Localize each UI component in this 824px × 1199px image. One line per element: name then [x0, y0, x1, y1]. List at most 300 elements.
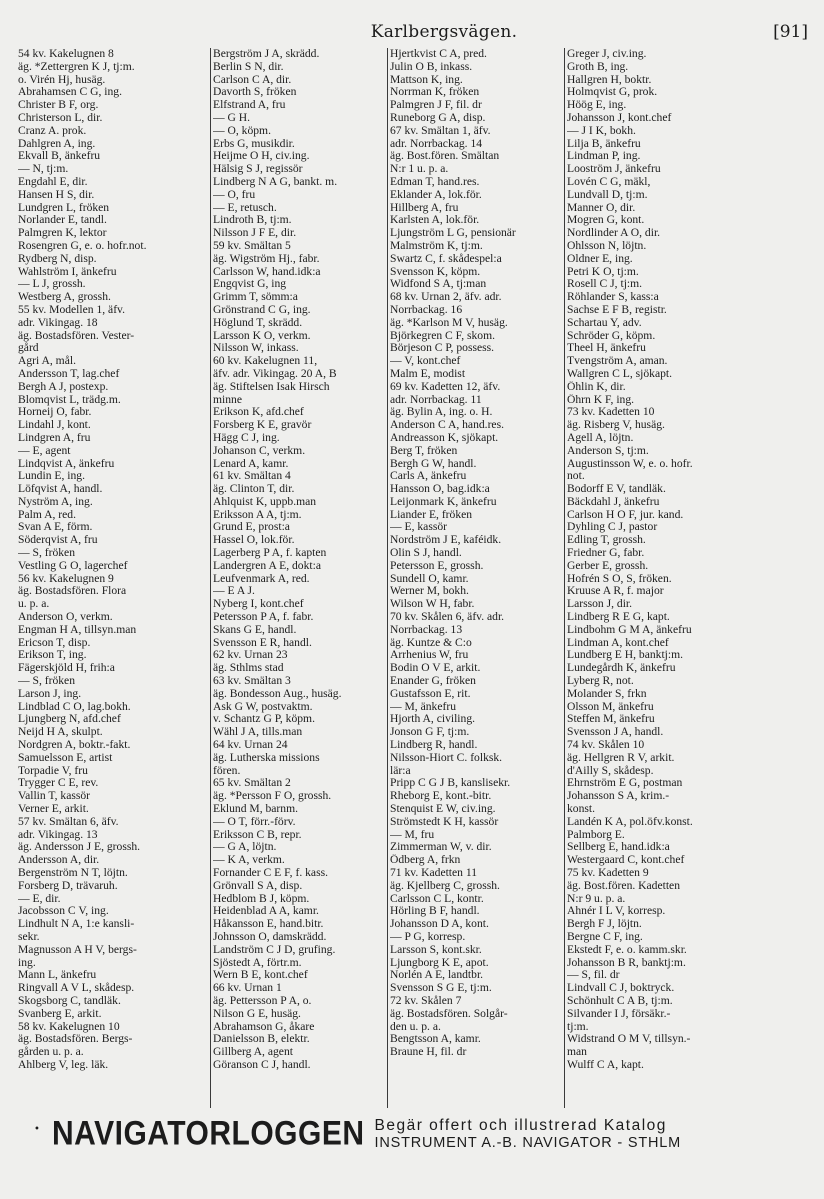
directory-entry: Berg T, fröken — [390, 444, 458, 457]
directory-entry: Agell A, löjtn. — [567, 431, 634, 444]
directory-entry: Runeborg G A, disp. — [390, 111, 486, 124]
directory-entry: Pripp C G J B, kanslisekr. — [390, 777, 511, 790]
directory-entry: — E, agent — [18, 444, 71, 457]
directory-entry: Engdahl E, dir. — [18, 175, 88, 188]
directory-entry: Lindberg R E G, kapt. — [567, 611, 670, 624]
directory-entry: Grimm T, sömm:a — [213, 291, 298, 304]
directory-entry: Andersson A, dir. — [18, 854, 100, 867]
directory-entry: u. p. a. — [18, 598, 50, 611]
directory-entry: Hjertkvist C A, pred. — [390, 48, 487, 60]
directory-entry: Forsberg D, trävaruh. — [18, 879, 118, 892]
directory-entry: Skans G E, handl. — [213, 623, 297, 636]
directory-entry: Dyhling C J, pastor — [567, 521, 658, 534]
directory-entry: Karlsten A, lok.för. — [390, 214, 480, 227]
directory-entry: Mattson K, ing. — [390, 73, 463, 86]
directory-entry: Andersson T, lag.chef — [18, 367, 120, 380]
directory-entry: Lagerberg P A, f. kapten — [213, 547, 327, 560]
directory-entry: Verner E, arkit. — [18, 803, 89, 816]
directory-entry: Göranson C J, handl. — [213, 1058, 311, 1071]
directory-entry: — K A, verkm. — [213, 854, 285, 867]
directory-entry: Bengtsson A, kamr. — [390, 1033, 481, 1046]
directory-entry: Wahlström I, änkefru — [18, 265, 117, 278]
directory-entry: 56 kv. Kakelugnen 9 — [18, 572, 114, 585]
directory-entry: — L J, grossh. — [18, 278, 86, 291]
directory-entry: Wähl J A, tills.man — [213, 726, 303, 739]
directory-entry: Wern B E, kont.chef — [213, 969, 308, 982]
directory-entry: Leijonmark K, änkefru — [390, 495, 497, 508]
directory-entry: Ödberg A, frkn — [390, 854, 461, 867]
directory-entry: Höglund T, skrädd. — [213, 316, 303, 329]
directory-entry: Ask G W, postvaktm. — [213, 700, 313, 713]
directory-entry: Ljungberg N, afd.chef — [18, 713, 121, 726]
directory-entry: Lenard A, kamr. — [213, 457, 289, 470]
directory-entry: Ohlsson N, löjtn. — [567, 239, 647, 252]
directory-entry: 72 kv. Skålen 7 — [390, 994, 462, 1007]
directory-entry: Eklund M, barnm. — [213, 803, 299, 816]
directory-entry: äg. Bostadsfören. Bergs- — [18, 1033, 133, 1046]
directory-entry: Svanberg E, arkit. — [18, 1007, 102, 1020]
directory-entry: — E, retusch. — [213, 201, 277, 214]
directory-entry: Malmström K, tj:m. — [390, 239, 483, 252]
directory-entry: Lindblad C O, lag.bokh. — [18, 700, 131, 713]
directory-entry: äg. *Zettergren K J, tj:m. — [18, 60, 135, 73]
directory-entry: 54 kv. Kakelugnen 8 — [18, 48, 114, 60]
directory-entry: Schartau Y, adv. — [567, 316, 642, 329]
directory-entry: 63 kv. Smältan 3 — [213, 675, 291, 688]
directory-entry: Westergaard C, kont.chef — [567, 854, 685, 867]
directory-entry: Landén K A, pol.öfv.konst. — [567, 815, 693, 828]
directory-entry: N:r 9 u. p. a. — [567, 892, 626, 905]
directory-entry: Carlson H O F, jur. kand. — [567, 508, 684, 521]
directory-column-1 — [16, 48, 210, 1108]
directory-entry: Nyberg I, kont.chef — [213, 598, 304, 611]
directory-entry: Johansson S A, krim.- — [567, 790, 670, 803]
directory-entry: 57 kv. Smältan 6, äfv. — [18, 815, 119, 828]
directory-entry: Lindhult N A, 1:e kansli- — [18, 918, 135, 931]
directory-entry: Stenquist E W, civ.ing. — [390, 803, 496, 816]
directory-entry: Molander S, frkn — [567, 687, 647, 700]
directory-entry: Hälsig S J, regissör — [213, 163, 303, 176]
directory-entry: Ljungström L G, pensionär — [390, 227, 516, 240]
directory-entry: Löfqvist A, handl. — [18, 483, 103, 496]
directory-entry: Gillberg A, agent — [213, 1046, 293, 1059]
directory-entry: Agri A, mål. — [18, 355, 76, 368]
directory-entry: Palmgren K, lektor — [18, 227, 107, 240]
directory-entry: Larsson K O, verkm. — [213, 329, 311, 342]
directory-entry: 60 kv. Kakelugnen 11, — [213, 355, 318, 368]
ad-company-line: INSTRUMENT A.-B. NAVIGATOR - STHLM — [374, 1135, 682, 1151]
directory-entry: äg. Risberg V, husäg. — [567, 419, 665, 432]
directory-entry: sekr. — [18, 930, 40, 943]
directory-entry: Svensson S G E, tj:m. — [390, 982, 492, 995]
directory-entry: Anderson O, verkm. — [18, 611, 113, 624]
directory-entry: Gustafsson E, rit. — [390, 687, 471, 700]
directory-entry: Holmqvist G, prok. — [567, 86, 658, 99]
directory-entry: Bodin O V E, arkit. — [390, 662, 481, 675]
directory-entry: 71 kv. Kadetten 11 — [390, 867, 478, 879]
directory-entry: Norrman K, fröken — [390, 86, 480, 99]
directory-column-2 — [210, 48, 387, 1108]
directory-entry: Larson J, ing. — [18, 687, 82, 700]
directory-entry: äfv. adr. Vikingag. 20 A, B — [213, 367, 337, 380]
directory-entry: Olin S J, handl. — [390, 547, 462, 560]
directory-entry: Mogren G, kont. — [567, 214, 645, 227]
directory-column-4 — [564, 48, 812, 1108]
directory-entry: Johansson J, kont.chef — [567, 111, 672, 124]
directory-entry: Lindqvist A, änkefru — [18, 457, 115, 470]
directory-entry: Johansson D A, kont. — [390, 918, 489, 931]
directory-entry: Öhlin K, dir. — [567, 380, 626, 393]
directory-entry: Malm E, modist — [390, 367, 466, 380]
directory-entry: Leufvenmark A, red. — [213, 572, 310, 585]
directory-entry: Nyström A, ing. — [18, 495, 93, 508]
directory-entry: Bodorff E V, tandläk. — [567, 483, 666, 496]
directory-entry: Carls A, änkefru — [390, 470, 467, 483]
directory-columns — [16, 48, 812, 1108]
directory-entry: — G H. — [213, 111, 251, 124]
directory-entry: Elfstrand A, fru — [213, 99, 286, 112]
directory-entry: Larsson S, kont.skr. — [390, 943, 482, 956]
directory-entry: Eklander A, lok.för. — [390, 188, 482, 201]
directory-entry: Anderson C A, hand.res. — [390, 419, 504, 432]
directory-entry: Svensson J A, handl. — [567, 726, 664, 739]
directory-entry: not. — [567, 470, 585, 483]
directory-entry: Eriksson A A, tj:m. — [213, 508, 302, 521]
directory-entry: Arrhenius W, fru — [390, 649, 469, 662]
directory-entry: Andreasson K, sjökapt. — [390, 431, 499, 444]
directory-entry: Jacobsson C V, ing. — [18, 905, 109, 918]
directory-entry: Bergenström N T, löjtn. — [18, 867, 128, 879]
directory-entry: — E, kassör — [390, 521, 447, 534]
directory-entry: Ljungborg K E, apot. — [390, 956, 489, 969]
directory-entry: 55 kv. Modellen 1, äfv. — [18, 303, 126, 316]
directory-entry: äg. Sthlms stad — [213, 662, 284, 675]
directory-entry: Zimmerman W, v. dir. — [390, 841, 492, 854]
directory-entry: Cranz A. prok. — [18, 124, 87, 137]
directory-entry: Grund E, prost:a — [213, 521, 290, 534]
directory-entry: Erikson K, afd.chef — [213, 406, 304, 419]
directory-entry: Augustinsson W, e. o. hofr. — [567, 457, 693, 470]
directory-entry: äg. Pettersson P A, o. — [213, 994, 312, 1007]
directory-entry: Anderson S, tj:m. — [567, 444, 649, 457]
directory-entry: Heijme O H, civ.ing. — [213, 150, 310, 163]
directory-entry: adr. Vikingag. 13 — [18, 828, 98, 841]
directory-entry: Silvander I J, försäkr.- — [567, 1007, 671, 1020]
directory-entry: — S, fil. dr — [567, 969, 620, 982]
directory-entry: Lindman P, ing. — [567, 150, 641, 163]
directory-entry: Lundin E, ing. — [18, 470, 85, 483]
directory-entry: Eriksson C B, repr. — [213, 828, 302, 841]
directory-entry: Abrahamson G, åkare — [213, 1020, 315, 1033]
page-title: Karlbergsvägen. — [370, 22, 518, 42]
directory-entry: äg. *Persson F O, grossh. — [213, 790, 332, 803]
directory-entry: Engman H A, tillsyn.man — [18, 623, 137, 636]
directory-entry: Manner O, dir. — [567, 201, 636, 214]
directory-entry: Oldner E, ing. — [567, 252, 633, 265]
directory-entry: Vestling G O, lagerchef — [18, 559, 128, 572]
directory-entry: Lindvall C J, boktryck. — [567, 982, 675, 995]
directory-entry: Sachse E F B, registr. — [567, 303, 667, 316]
directory-entry: Kruuse A R, f. major — [567, 585, 664, 598]
directory-entry: — J I K, bokh. — [567, 124, 636, 137]
directory-entry: Erbs G, musikdir. — [213, 137, 295, 150]
directory-entry: Engqvist G, ing — [213, 278, 287, 291]
directory-entry: Fornander C E F, f. kass. — [213, 867, 328, 879]
directory-entry: Bergh F J, löjtn. — [567, 918, 642, 931]
directory-entry: adr. Norrbackag. 14 — [390, 137, 483, 150]
directory-entry: äg. Bostadsfören. Vester- — [18, 329, 135, 342]
directory-entry: Blomqvist L, trädg.m. — [18, 393, 121, 406]
directory-entry: Nilson G E, husäg. — [213, 1007, 301, 1020]
ad-text — [375, 1117, 682, 1151]
directory-entry: Magnusson A H V, bergs- — [18, 943, 137, 956]
directory-entry: Horneij O, fabr. — [18, 406, 92, 419]
directory-entry: äg. Lutherska missions — [213, 751, 320, 764]
directory-entry: äg. Kjellberg C, grossh. — [390, 879, 500, 892]
directory-entry: Forsberg K E, gravör — [213, 419, 312, 432]
directory-entry: Davorth S, fröken — [213, 86, 297, 99]
directory-entry: — O, köpm. — [213, 124, 271, 137]
directory-entry: 59 kv. Smältan 5 — [213, 239, 291, 252]
directory-entry: Hansen H S, dir. — [18, 188, 95, 201]
directory-entry: Carlsson C L, kontr. — [390, 892, 484, 905]
directory-entry: Larsson J, dir. — [567, 598, 633, 611]
directory-entry: Hörling B F, handl. — [390, 905, 480, 918]
directory-entry: den u. p. a. — [390, 1020, 441, 1033]
directory-entry: minne — [213, 393, 242, 406]
ad-offer-line: Begär offert och illustrerad Katalog — [374, 1117, 667, 1134]
directory-entry: Greger J, civ.ing. — [567, 48, 647, 60]
directory-entry: 74 kv. Skålen 10 — [567, 739, 645, 752]
directory-entry: Wulff C A, kapt. — [567, 1058, 644, 1071]
directory-entry: äg. Bondesson Aug., husäg. — [213, 687, 342, 700]
directory-entry: v. Schantz G P, köpm. — [213, 713, 315, 726]
directory-entry: Schröder G, köpm. — [567, 329, 656, 342]
directory-entry: Gerber E, grossh. — [567, 559, 649, 572]
directory-entry: Friedner G, fabr. — [567, 547, 645, 560]
directory-entry: Höög E, ing. — [567, 99, 627, 112]
directory-entry: Edman T, hand.res. — [390, 175, 480, 188]
advertisement-banner — [52, 1112, 792, 1156]
directory-entry: Lundberg E H, banktj:m. — [567, 649, 684, 662]
directory-entry: ing. — [18, 956, 36, 969]
directory-entry: Ringvall A V L, skådesp. — [18, 982, 135, 995]
directory-entry: Lundvall D, tj:m. — [567, 188, 648, 201]
directory-entry: Looström J, änkefru — [567, 163, 661, 176]
directory-entry: äg. *Karlson M V, husäg. — [390, 316, 508, 329]
directory-entry: Ahlberg V, leg. läk. — [18, 1058, 109, 1071]
directory-entry: Rydberg N, disp. — [18, 252, 97, 265]
directory-entry: Hillberg A, fru — [390, 201, 459, 214]
directory-entry: — O T, förr.-förv. — [213, 815, 296, 828]
directory-entry: äg. Clinton T, dir. — [213, 483, 295, 496]
directory-entry: Julin O B, inkass. — [390, 60, 473, 73]
directory-entry: Hassel O, lok.för. — [213, 534, 295, 547]
directory-entry: adr. Vikingag. 18 — [18, 316, 98, 329]
directory-entry: — S, fröken — [18, 547, 75, 560]
page-header — [50, 22, 808, 46]
directory-entry: 62 kv. Urnan 23 — [213, 649, 288, 662]
directory-entry: äg. Stiftelsen Isak Hirsch — [213, 380, 330, 393]
directory-entry: Wallgren C L, sjökapt. — [567, 367, 672, 380]
directory-entry: äg. Wigström Hj., fabr. — [213, 252, 320, 265]
directory-entry: 67 kv. Smältan 1, äfv. — [390, 124, 491, 137]
directory-entry: Liander E, fröken — [390, 508, 473, 521]
directory-entry: — M, fru — [390, 828, 435, 841]
directory-entry: äg. Bost.fören. Smältan — [390, 150, 500, 163]
directory-entry: Lindberg R, handl. — [390, 739, 478, 752]
directory-entry: gård — [18, 342, 39, 355]
directory-column-3 — [387, 48, 564, 1108]
directory-entry: Hallgren H, boktr. — [567, 73, 652, 86]
directory-entry: — S, fröken — [18, 675, 75, 688]
directory-entry: o. Virén Hj, husäg. — [18, 73, 106, 86]
directory-entry: Lindahl J, kont. — [18, 419, 91, 432]
directory-entry: Erikson T, ing. — [18, 649, 87, 662]
directory-entry: — E A J. — [213, 585, 255, 598]
directory-entry: Groth B, ing. — [567, 60, 629, 73]
directory-entry: gården u. p. a. — [18, 1046, 84, 1059]
directory-entry: Vallin T, kassör — [18, 790, 91, 803]
directory-entry: Werner M, bokh. — [390, 585, 469, 598]
directory-entry: Grönvall S A, disp. — [213, 879, 303, 892]
directory-entry: äg. Hellgren R V, arkit. — [567, 751, 675, 764]
directory-entry: Sundell O, kamr. — [390, 572, 469, 585]
directory-entry: 61 kv. Smältan 4 — [213, 470, 291, 483]
directory-entry: — N, tj:m. — [18, 163, 69, 176]
directory-entry: Berlin S N, dir. — [213, 60, 284, 73]
directory-entry: tj:m. — [567, 1020, 589, 1033]
directory-entry: Johansson B R, banktj:m. — [567, 956, 686, 969]
directory-entry: Hofrén S O, S, fröken. — [567, 572, 672, 585]
directory-entry: Abrahamsen C G, ing. — [18, 86, 123, 99]
directory-entry: — O, fru — [213, 188, 256, 201]
directory-entry: Lyberg R, not. — [567, 675, 634, 688]
directory-entry: Trygger C E, rev. — [18, 777, 99, 790]
directory-entry: Ahnér I L V, korresp. — [567, 905, 666, 918]
ad-brand-name: NAVIGATORLOGGEN — [52, 1114, 365, 1153]
directory-entry: Palmborg E. — [567, 828, 625, 841]
directory-entry: äg. Bostadsfören. Solgår- — [390, 1007, 508, 1020]
directory-entry: Björkegren C F, skom. — [390, 329, 496, 342]
directory-entry: Lindberg N A G, bankt. m. — [213, 175, 338, 188]
directory-entry: d'Ailly S, skådesp. — [567, 764, 654, 777]
directory-entry: Swartz C, f. skådespel:a — [390, 252, 502, 265]
directory-entry: Norrbackag. 16 — [390, 303, 463, 316]
directory-entry: 69 kv. Kadetten 12, äfv. — [390, 380, 501, 393]
directory-entry: Schönhult C A B, tj:m. — [567, 994, 673, 1007]
directory-entry: Lindroth B, tj:m. — [213, 214, 292, 227]
directory-entry: Nordgren A, boktr.-fakt. — [18, 739, 131, 752]
directory-entry: Nilsson J F E, dir. — [213, 227, 297, 240]
directory-entry: adr. Norrbackag. 11 — [390, 393, 482, 406]
directory-entry: Edling T, grossh. — [567, 534, 646, 547]
directory-entry: Ekvall B, änkefru — [18, 150, 101, 163]
directory-entry: Rheborg E, kont.-bitr. — [390, 790, 492, 803]
directory-entry: äg. Bostadsfören. Flora — [18, 585, 127, 598]
directory-entry: Hägg C J, ing. — [213, 431, 280, 444]
directory-entry: Danielsson B, elektr. — [213, 1033, 310, 1046]
directory-entry: Johnsson O, damskrädd. — [213, 930, 327, 943]
directory-entry: Nilsson W, inkass. — [213, 342, 299, 355]
directory-entry: Hedblom B J, köpm. — [213, 892, 310, 905]
directory-entry: Ehrnström E G, postman — [567, 777, 683, 790]
directory-entry: Skogsborg C, tandläk. — [18, 994, 121, 1007]
directory-entry: Börjeson C P, possess. — [390, 342, 495, 355]
directory-entry: Widstrand O M V, tillsyn.- — [567, 1033, 691, 1046]
directory-entry: Bergne C F, ing. — [567, 930, 643, 943]
directory-entry: Söderqvist A, fru — [18, 534, 98, 547]
directory-entry: Sjöstedt A, förtr.m. — [213, 956, 302, 969]
directory-entry: Sellberg E, hand.idk:a — [567, 841, 670, 854]
directory-entry: Öhrn K F, ing. — [567, 393, 635, 406]
directory-entry: Carlson C A, dir. — [213, 73, 292, 86]
directory-entry: N:r 1 u. p. a. — [390, 163, 449, 176]
directory-entry: Ericson T, disp. — [18, 636, 91, 649]
directory-entry: Hansson O, bag.idk:a — [390, 483, 490, 496]
directory-entry: Norlander E, tandl. — [18, 214, 107, 227]
directory-entry: Nordlinder A O, dir. — [567, 227, 661, 240]
page-number: [91] — [773, 22, 808, 42]
directory-entry: äg. Bost.fören. Kadetten — [567, 879, 681, 892]
directory-entry: Lundegårdh K, änkefru — [567, 662, 676, 675]
directory-entry: Röhlander S, kass:a — [567, 291, 659, 304]
directory-entry: Steffen M, änkefru — [567, 713, 655, 726]
directory-entry: Lindman A, kont.chef — [567, 636, 669, 649]
directory-entry: Bäckdahl J, änkefru — [567, 495, 660, 508]
directory-entry: Petri K O, tj:m. — [567, 265, 639, 278]
directory-entry: Bergström J A, skrädd. — [213, 48, 320, 60]
directory-entry: 66 kv. Urnan 1 — [213, 982, 282, 995]
directory-entry: Braune H, fil. dr — [390, 1046, 467, 1059]
directory-entry: — M, änkefru — [390, 700, 457, 713]
directory-entry: Jonson G F, tj:m. — [390, 726, 470, 739]
directory-entry: äg. Kuntze & C:o — [390, 636, 472, 649]
directory-entry: man — [567, 1046, 587, 1059]
directory-entry: Johanson C, verkm. — [213, 444, 306, 457]
directory-entry: Samuelsson E, artist — [18, 751, 113, 764]
directory-entry: Lundgren L, fröken — [18, 201, 110, 214]
directory-entry: äg. Bylin A, ing. o. H. — [390, 406, 493, 419]
directory-entry: Lindbohm G M A, änkefru — [567, 623, 692, 636]
directory-entry: Svan A E, förm. — [18, 521, 93, 534]
directory-entry: 68 kv. Urnan 2, äfv. adr. — [390, 291, 502, 304]
directory-entry: äg. Andersson J E, grossh. — [18, 841, 141, 854]
directory-entry: Norlén A E, landtbr. — [390, 969, 484, 982]
directory-entry: Nilsson-Hiort C. folksk. — [390, 751, 503, 764]
directory-entry: Landström C J D, grufing. — [213, 943, 336, 956]
directory-entry: 65 kv. Smältan 2 — [213, 777, 291, 790]
directory-entry: 58 kv. Kakelugnen 10 — [18, 1020, 120, 1033]
directory-entry: Lilja B, änkefru — [567, 137, 641, 150]
directory-entry: 73 kv. Kadetten 10 — [567, 406, 655, 419]
directory-entry: Carlsson W, hand.idk:a — [213, 265, 321, 278]
directory-entry: Nordström J E, kaféidk. — [390, 534, 502, 547]
directory-entry: Mann L, änkefru — [18, 969, 97, 982]
directory-entry: Lovén C G, mäkl, — [567, 175, 651, 188]
directory-entry: — G A, löjtn. — [213, 841, 277, 854]
directory-entry: Svensson K, köpm. — [390, 265, 481, 278]
directory-entry: Torpadie V, fru — [18, 764, 88, 777]
directory-entry: 64 kv. Urnan 24 — [213, 739, 288, 752]
directory-entry: lär:a — [390, 764, 411, 777]
directory-entry: Heidenblad A A, kamr. — [213, 905, 319, 918]
directory-entry: Theel H, änkefru — [567, 342, 646, 355]
bullet-mark: • — [34, 1124, 40, 1135]
directory-entry: Ekstedt F, e. o. kamm.skr. — [567, 943, 687, 956]
directory-entry: — E, dir. — [18, 892, 61, 905]
directory-entry: Widfond S A, tj:man — [390, 278, 487, 291]
